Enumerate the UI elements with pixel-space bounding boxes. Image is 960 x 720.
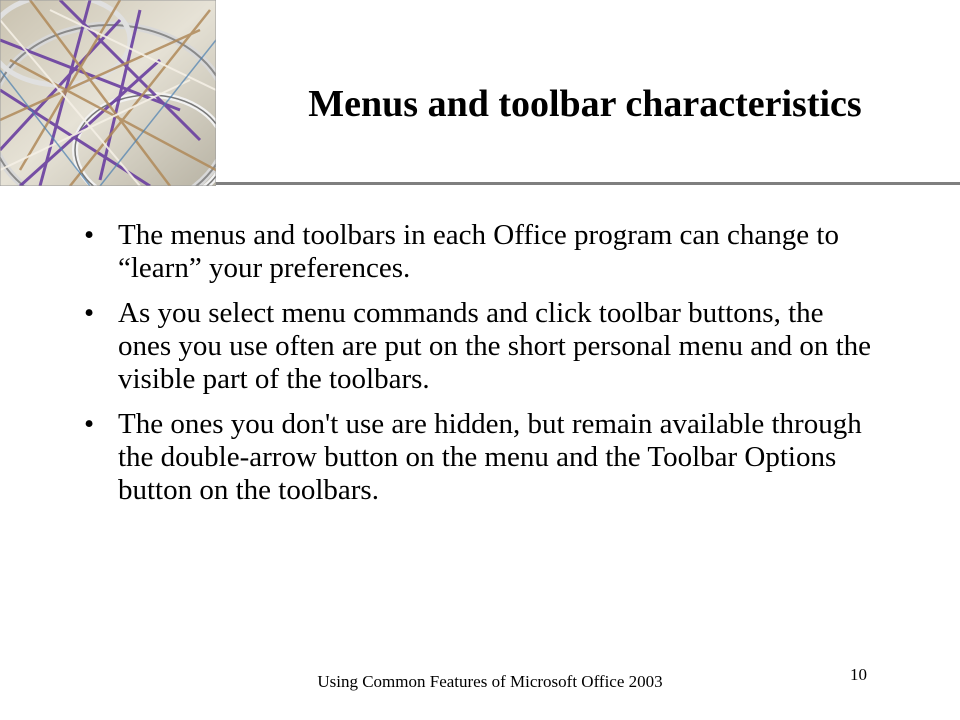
slide-page-number: 10 <box>850 665 867 684</box>
title-divider-line <box>216 182 960 185</box>
bullet-marker: • <box>84 297 95 329</box>
bullet-text: The menus and toolbars in each Office program can change to “learn” your preferences. <box>118 219 839 284</box>
slide-title: Menus and toolbar characteristics <box>308 83 862 125</box>
bullet-item <box>78 219 878 285</box>
bullet-item <box>78 297 878 396</box>
bullet-marker: • <box>84 219 95 251</box>
decorative-wire-sculpture-image <box>0 0 216 186</box>
bullet-text: As you select menu commands and click toolbar buttons, the ones you use often are put on the short personal menu and on the visible part of the toolbars. <box>118 297 872 395</box>
slide-footer: Using Common Features of Microsoft Office 2003 <box>317 672 663 691</box>
bullet-item <box>78 408 878 507</box>
bullet-marker: • <box>84 408 95 440</box>
bullet-list <box>78 219 878 519</box>
bullet-text: The ones you don't use are hidden, but remain available through the double-arrow button on the menu and the Toolbar Options button on the toolbars. <box>118 408 862 506</box>
